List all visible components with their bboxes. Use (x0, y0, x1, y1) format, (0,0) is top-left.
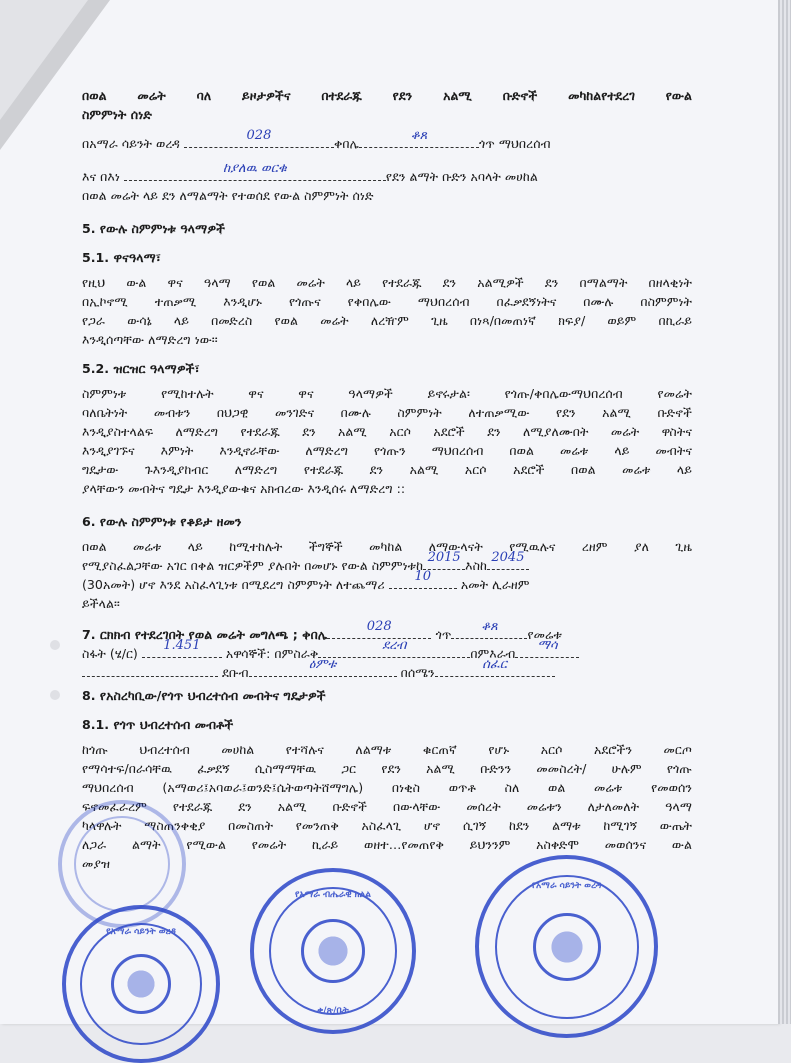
intro-label-woreda: በአማራ ሳይንት ወረዳ (82, 136, 180, 151)
area-handwritten: 1.451 (163, 638, 201, 653)
section-5-1-paragraph (82, 273, 692, 349)
extension-suffix: አመት ሊራዘም (460, 577, 530, 592)
paragraph-line: በወል መሬቱ ላይ ከሚተከሉት ችግኞች መካከል ለማውላናት የሚዉሉና ረዘም ያለ ጊዜ (82, 539, 692, 554)
intro-label-got: ጎጥ ማህበረሰብ (478, 136, 551, 151)
stamp-right-text: የአማራ ሳይንት ወረዳ (531, 881, 602, 891)
paragraph-line: ካላዋሉት ማስጠንቀቂያ በመስጠት የመንጠቅ አስፈላጊ ሆኖ ሲገኝ ከደን ልማቱ ከሚገኝ ውጤት (82, 818, 692, 833)
year-from-handwritten: 2015 (427, 550, 461, 565)
punch-hole (50, 640, 60, 650)
folded-corner-highlight (0, 0, 88, 120)
year-to-handwritten: 2045 (491, 550, 525, 565)
woreda-field (184, 128, 334, 148)
section-6-heading: 6. የውሉ ስምምነቱ የቆይታ ዘመን (82, 514, 242, 529)
year-to-field (487, 550, 529, 570)
duration-until: እስከ (465, 558, 487, 573)
paragraph-line: ፍኖመፈራረም የተደራጁ ደን አልሚ ቡድኖች በውላቸው መሰረት መሬቱን ለታለመለት ዓላማ (82, 799, 692, 814)
punch-hole (50, 690, 60, 700)
section-8-heading: 8. የአስረካቢው/የጎጥ ህብረተሰብ መብትና ግዴታዎች (82, 688, 326, 703)
stamp-center-bottom-text: ቀ/ጽ/ቤት (317, 1006, 349, 1016)
group-name-handwritten: ከያለዉ ወርቁ (222, 161, 287, 176)
intro-label-members: የደን ልማት ቡድን አባላት መሀከል (385, 169, 538, 184)
section-7-heading: 7. ርክክብ የተደረገበት የወል መሬት መግለጫ ; ቀበሌ (82, 627, 328, 642)
section-5-heading: 5. የውሉ ስምምነቱ ዓላማዎች (82, 221, 226, 236)
s7-kebele-handwritten: 028 (366, 619, 392, 634)
paragraph-line: ከጎጡ ህብረተሰብ መሀከል የተሻሉና ለልማቱ ቁርጠኛ የሆኑ አርሶ አደሮችን መርጦ (82, 742, 692, 757)
section-8-1-heading: 8.1. የጎጥ ህብረተሰብ መብቶች (82, 717, 234, 732)
paragraph-line: ያላቸውን መብትና ግዴታ እንዲያውቁና አክብረው እንዲሰሩ ለማድረግ :: (82, 481, 406, 496)
stamp-center-text: የአማራ ብሔራዊ ክልል (295, 890, 371, 900)
duration-text: የሚያስፈልጋቸው አገር በቀል ዝርዎችም ያሉበት በመሆኑ የውል ስምምነቱከ (82, 558, 424, 573)
paragraph-line: የማሳተፍ/በራሳቸዉ ፈቃደኝ ሲስማማቸዉ ጋር የደን አልሚ ቡድንን መመስረት/ ሁሉም የጎጡ (82, 761, 692, 776)
intro-line-3: በወል መሬት ላይ ደን ለማልማት የተወሰደ የውል ስምምነት ሰነድ (82, 188, 374, 203)
intro-label-kebele: ቀበሌ (333, 136, 359, 151)
stamp-left-text: የአማራ ሳይንት ወረዳ (106, 927, 176, 937)
paragraph-line: እንዲሰጣቸው ለማድረግ ነው፡፡ (82, 332, 218, 347)
doc-title-line-2: ስምምነት ሰነድ (82, 107, 152, 122)
north-field (435, 657, 555, 677)
kebele-handwritten: ቆጸ (410, 128, 428, 143)
s7-west-label: በምእራብ (470, 646, 516, 661)
paragraph-line: የዚህ ውል ዋና ዓላማ የወል መሬት ላይ የተደራጁ ደን አልሚዎች ደን በማልማት በዘላቂነት (82, 275, 692, 290)
official-stamp-left (62, 905, 220, 1063)
paragraph-line: ይችላል፡፡ (82, 596, 120, 611)
paragraph-line: የጋራ ውሳኔ ላይ በመድረስ የወል መሬት ለረዥም ጊዜ በነጻ/በመጠነኛ ክፍያ/ ወይም በኪራይ (82, 313, 692, 328)
section-5-1-heading: 5.1. ዋናዓላማ፣ (82, 250, 161, 265)
page-stack-edge (778, 0, 791, 1024)
section-5-2-heading: 5.2. ዝርዝር ዓላማዎች፣ (82, 361, 200, 376)
intro-line-2 (82, 161, 692, 186)
s7-land-label: የመሬቱ (527, 627, 563, 642)
east-handwritten: ደረብ (382, 638, 407, 653)
extra-years-handwritten: 10 (414, 569, 432, 584)
extra-years-field (389, 569, 457, 589)
section-7-line-3 (82, 657, 692, 682)
intro-label-group: እና በእነ (82, 169, 120, 184)
s7-south-label: ደቡብ (222, 665, 249, 680)
section-5-2-paragraph (82, 384, 692, 498)
s7-got-label: ጎጥ (435, 627, 452, 642)
doc-title-line-1: በወል መሬት ባለ ይዞታዎችና በተደራጁ የደን አልሚ ቡድኖች መካከልየተደረገ የውል (82, 88, 692, 103)
paragraph-line: መያዝ (82, 856, 111, 871)
paragraph-line: በኢኮኖሚ ተጠቃሚ እንዲሆኑ የጎጡና የቀበሌው ማህበረሰብ በፈቃደኝነትና በሙሉ በስምምነት (82, 294, 692, 309)
paragraph-line: ማህበረሰብ (አማወሪ፤አባወራ፤ወንድ፤ሴትወጣትሸማግሌ) በነቂስ ወጥቶ ስለ ወል መሬቱ የመወሰን (82, 780, 692, 795)
s7-got-handwritten: ቆጸ (481, 619, 498, 634)
area-field (142, 638, 222, 658)
s7-north-label: በሰሜን (400, 665, 435, 680)
section-6-paragraph (82, 537, 692, 613)
woreda-handwritten: 028 (246, 128, 272, 143)
paragraph-line (82, 569, 692, 594)
south-handwritten: ዕምቱ (308, 657, 337, 672)
paragraph-line: ባለቤትነት መብቱን በህጋዊ መንገድና በሙሉ ስምምነት ለተጠቃሚው የደን አልሚ ቡድኖች (82, 405, 692, 420)
group-name-field (124, 161, 386, 181)
s7-east-label: አዋሳኞች: በምስራቅ (225, 646, 319, 661)
extension-text: (30አመት) ሆኖ እንደ አስፈላጊነቱ በሚደረግ ስምምነት ለተጨማሪ (82, 577, 385, 592)
paragraph-line: ስምምነቱ የሚከተሉት ዋና ዋና ዓላማዎች ይኖሩታል፡ የጎጡ/ቀበሌውማህበረሰብ የመሬት (82, 386, 692, 401)
document-body (82, 86, 692, 879)
intro-line-1 (82, 128, 692, 153)
west-handwritten: ማሳ (537, 638, 558, 653)
paragraph-line: ግዴታው ጉእንዲያከብር ለማድረግ የተደራጁ ደን አልሚ አርሶ አደሮች በወል መሬቱ ላይ (82, 462, 692, 477)
paragraph-line: እንዲያስተላልፍ ለማድረግ የተደራጁ ደን አልሚ አርሶ አደሮች ደን ለሚያለሙበት መሬት ዋስትና (82, 424, 692, 439)
official-stamp-center (250, 868, 416, 1034)
paragraph-line: ለጋራ ልማት የሚውል የመሬት ኪራይ ወዘተ…የመጠየቅ ይህንንም አስቀድሞ መወሰንና ውል (82, 837, 692, 852)
s7-area-label: ስፋት (ሄ/ር) (82, 646, 138, 661)
paragraph-line (82, 550, 692, 575)
south-field (249, 657, 397, 677)
official-stamp-right (475, 855, 658, 1038)
south-leading-line (82, 664, 218, 677)
paragraph-line: እንዲያገኙና እምነት እንዲኖራቸው ለማድረግ የጎጡን ማህበረሰብ በወል መሬቱ ላይ መብትና (82, 443, 692, 458)
kebele-field (359, 128, 479, 148)
north-handwritten: ሰፈር (482, 657, 507, 672)
